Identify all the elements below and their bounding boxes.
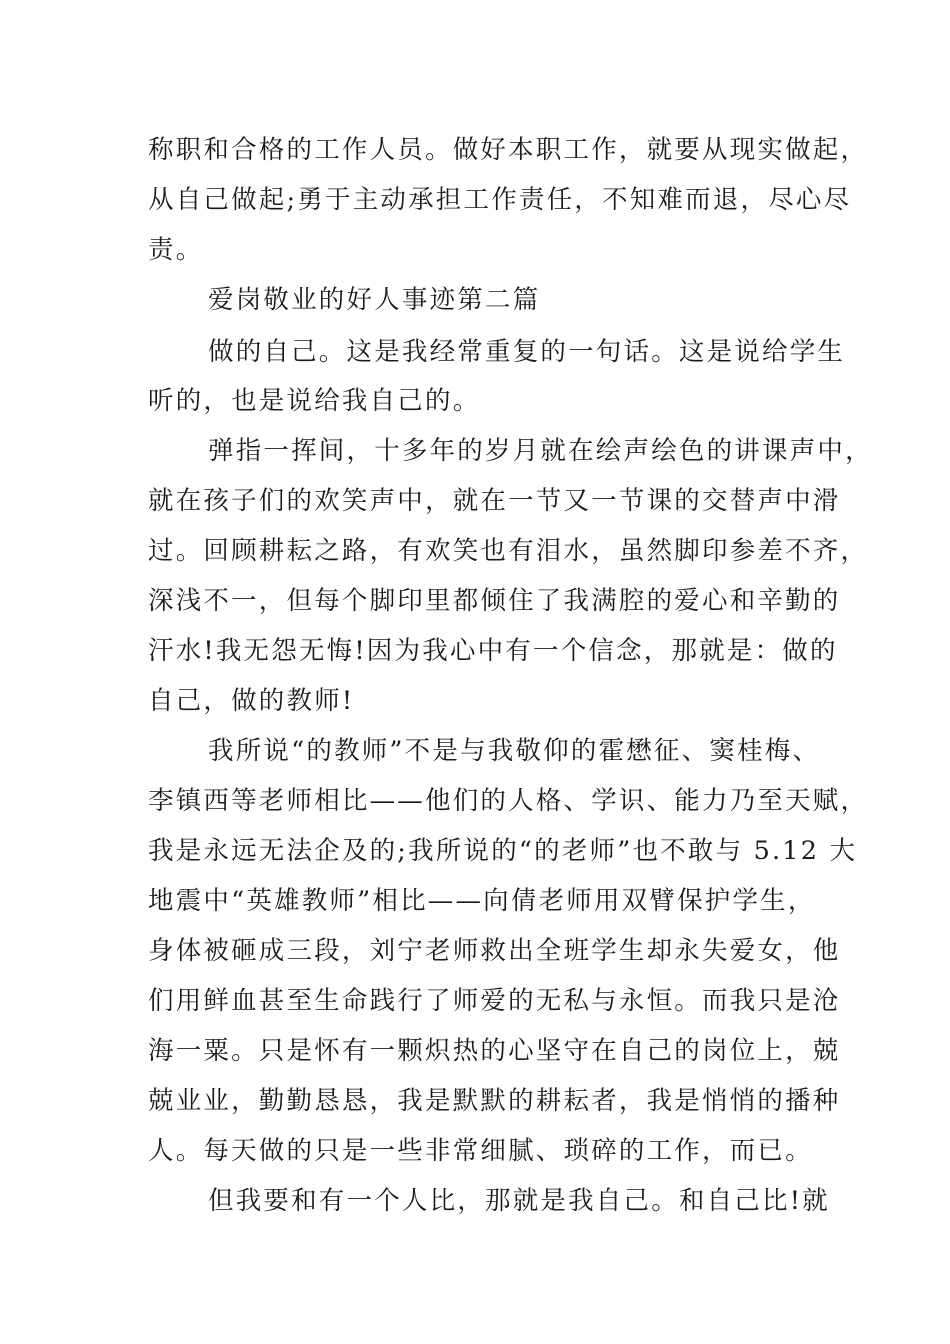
- text-line: 身体被砸成三段，刘宁老师救出全班学生却永失爱女，他: [148, 936, 841, 966]
- text-line: 我是永远无法企及的;我所说的“的老师”也不敢与 5.12 大: [148, 836, 858, 866]
- text-line: 从自己做起;勇于主动承担工作责任，不知难而退，尽心尽: [148, 185, 852, 215]
- text-line: 就在孩子们的欢笑声中，就在一节又一节课的交替声中滑: [148, 486, 841, 516]
- text-line: 兢业业，勤勤恳恳，我是默默的耕耘者，我是悄悄的播种: [148, 1086, 841, 1116]
- text-line: 听的，也是说给我自己的。: [148, 386, 481, 416]
- text-line: 李镇西等老师相比——他们的人格、学识、能力乃至天赋，: [148, 786, 869, 816]
- text-line: 称职和合格的工作人员。做好本职工作，就要从现实做起，: [148, 135, 869, 165]
- text-line: 责。: [148, 235, 204, 265]
- text-line: 自己，做的教师!: [148, 686, 355, 716]
- text-line: 我所说“的教师”不是与我敬仰的霍懋征、窦桂梅、: [208, 736, 821, 766]
- text-line: 汗水!我无怨无悔!因为我心中有一个信念，那就是：做的: [148, 636, 838, 666]
- text-line: 弹指一挥间，十多年的岁月就在绘声绘色的讲课声中，: [208, 436, 873, 466]
- text-line: 们用鲜血甚至生命践行了师爱的无私与永恒。而我只是沧: [148, 986, 841, 1016]
- text-line: 地震中“英雄教师”相比——向倩老师用双臂保护学生，: [148, 886, 816, 916]
- section-heading: 爱岗敬业的好人事迹第二篇: [208, 285, 541, 315]
- text-line: 但我要和有一个人比，那就是我自己。和自己比!就: [208, 1186, 830, 1216]
- text-line: 海一粟。只是怀有一颗炽热的心坚守在自己的岗位上，兢: [148, 1036, 841, 1066]
- text-line: 做的自己。这是我经常重复的一句话。这是说给学生: [208, 337, 846, 367]
- text-line: 深浅不一，但每个脚印里都倾住了我满腔的爱心和辛勤的: [148, 586, 841, 616]
- text-line: 人。每天做的只是一些非常细腻、琐碎的工作，而已。: [148, 1136, 813, 1166]
- text-line: 过。回顾耕耘之路，有欢笑也有泪水，虽然脚印参差不齐，: [148, 536, 869, 566]
